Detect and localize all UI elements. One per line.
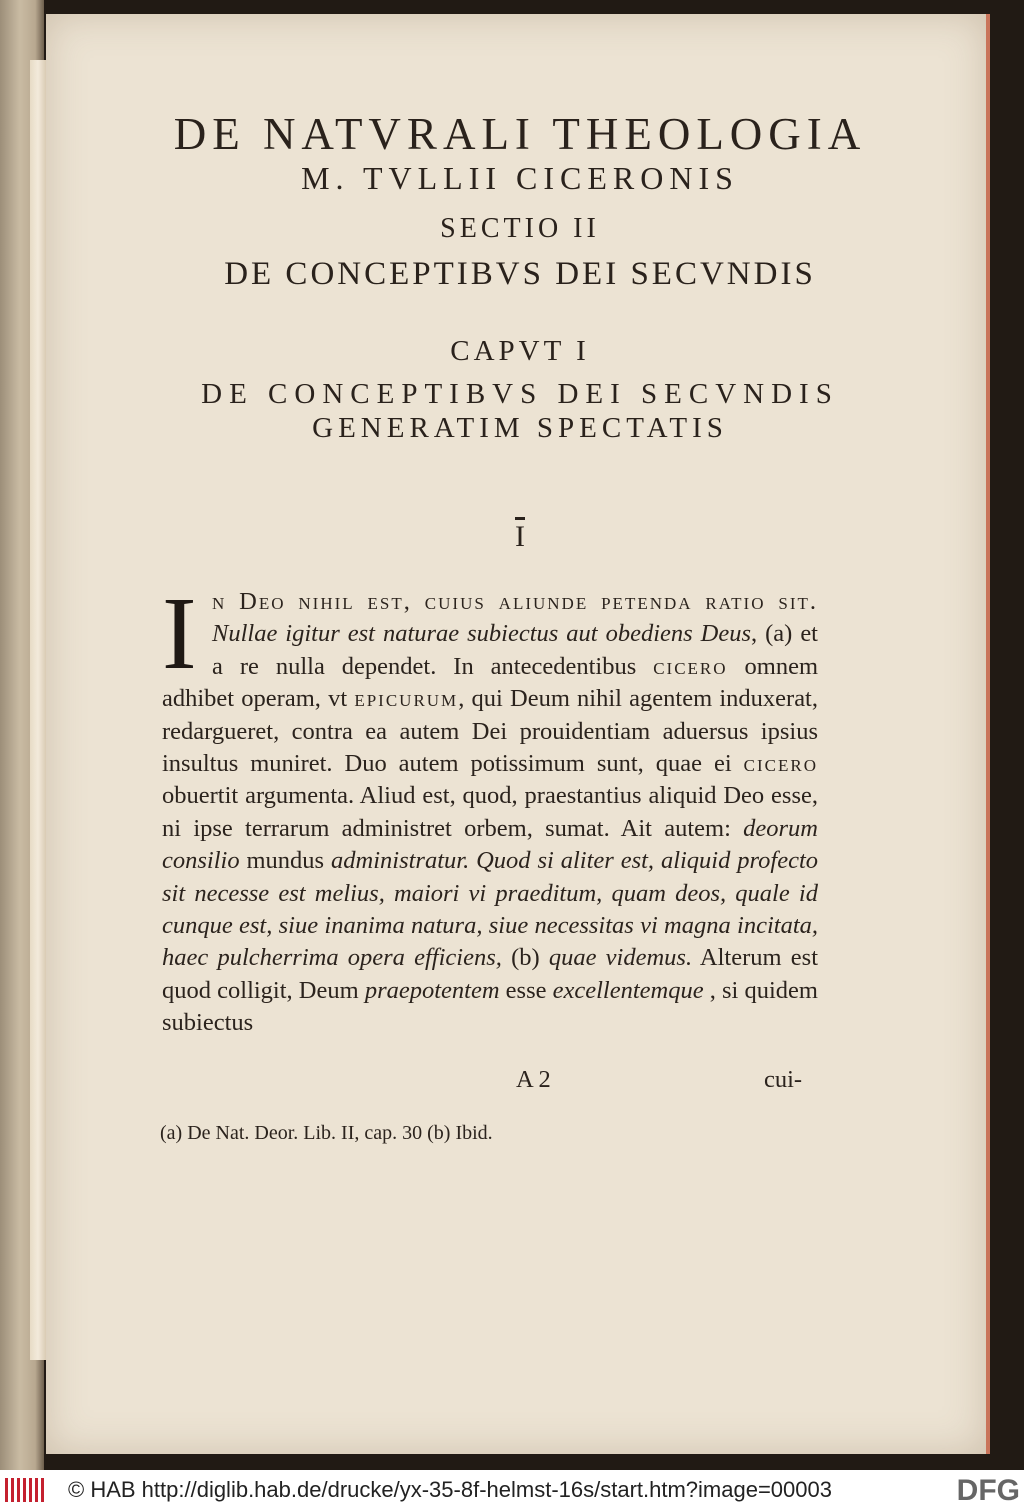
italic-run: praepotentem (364, 976, 500, 1004)
dropcap: I (162, 576, 197, 691)
body-paragraph (162, 576, 819, 1040)
smallcaps-run: epicurum (354, 685, 459, 713)
binding-fold (30, 60, 46, 1360)
smallcaps-run: cicero (743, 750, 818, 778)
catchword: cui- (764, 1066, 803, 1093)
footnotes: (a) De Nat. Deor. Lib. II, cap. 30 (b) Ibid. (160, 1122, 493, 1144)
chapter-heading: CAPVT I (450, 335, 590, 367)
italic-run: deorum consilio (162, 814, 818, 875)
text-run: , (a) et a re nulla dependet. In antecedentibus (212, 620, 818, 680)
barcode-icon (5, 1478, 45, 1502)
italic-run: quae videmus. (548, 944, 693, 972)
signature-mark: A 2 (516, 1066, 551, 1093)
smallcaps-run: cicero (653, 652, 728, 680)
text-run: n Deo nihil est, cuius aliunde petenda ratio sit. (212, 588, 818, 615)
footer-bar (0, 1470, 1024, 1510)
text-run: obuertit argumenta. Aliud est, quod, praestantius aliquid Deo esse, ni ipse terrarum administret orbem, sumat. Ait autem: (162, 782, 818, 842)
dfg-logo: DFG (956, 1474, 1020, 1507)
chapter-title-line-1: DE CONCEPTIBVS DEI SECVNDIS (201, 378, 839, 410)
main-title: DE NATVRALI THEOLOGIA (173, 109, 867, 159)
chapter-title-line-2: GENERATIM SPECTATIS (312, 412, 728, 444)
text-run: (b) (501, 944, 549, 972)
section-heading: SECTIO II (440, 213, 600, 244)
text-run: Alterum est quod colligit, Deum (162, 944, 818, 1004)
paragraph-number: $\overline{I}$ (515, 520, 525, 553)
text-run: , si quidem subiectus (162, 976, 818, 1037)
text-run: esse (499, 976, 553, 1004)
section-title: DE CONCEPTIBVS DEI SECVNDIS (224, 256, 816, 292)
copyright-link[interactable]: © HAB http://diglib.hab.de/drucke/yx-35-8f-helmst-16s/start.htm?image=00003 (68, 1477, 832, 1502)
author-title: M. TVLLII CICERONIS (301, 160, 739, 196)
italic-run: excellentemque (552, 976, 704, 1004)
text-run: mundus (239, 847, 332, 875)
text-run: , qui Deum nihil agentem induxerat, redargueret, contra ea autem Dei prouidentiam aduersus ipsius insultus muniret. Duo autem potissimum sunt, quae ei (162, 685, 818, 778)
text-run: omnem adhibet operam, vt (162, 652, 818, 713)
italic-run: Nullae igitur est naturae subiectus aut obediens Deus (212, 620, 752, 648)
italic-run: administratur. Quod si aliter est, aliquid profecto sit necesse est melius, maiori vi praeditum, quam deos, quale id cunque est, siue inanima natura, siue necessitas vi magna incitata, haec pulcherrima opera efficiens, (162, 847, 819, 972)
